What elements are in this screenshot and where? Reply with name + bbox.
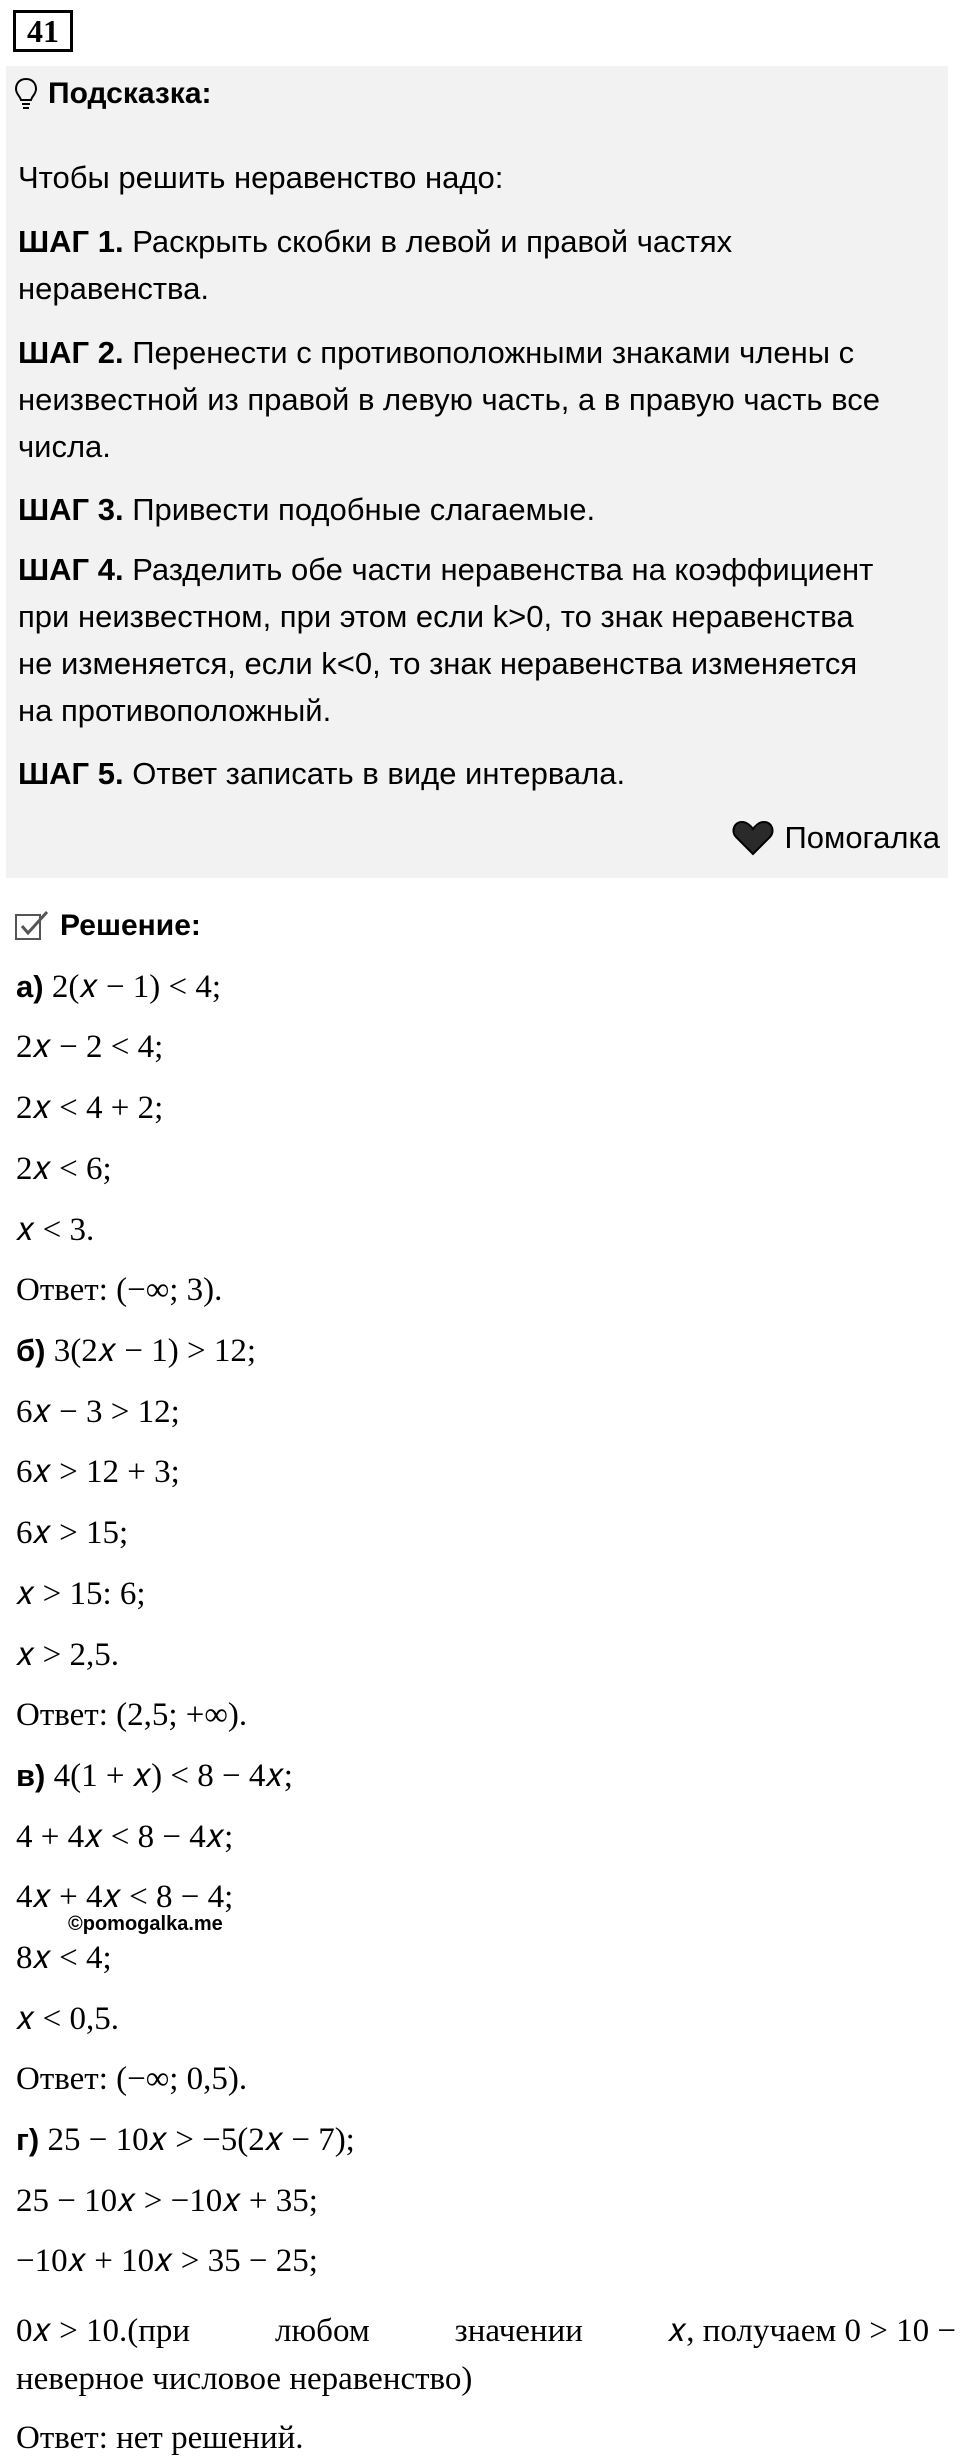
math-expression: 6𝑥 > 12 + 3; <box>16 1454 180 1490</box>
brand-name: Помогалка <box>784 820 940 855</box>
math-expression: 𝑥 > 2,5. <box>16 1637 119 1673</box>
solution-line-justified <box>16 2309 956 2353</box>
solution-line <box>16 1997 119 2041</box>
solution-line <box>16 1086 163 1130</box>
solution-line <box>16 1815 233 1859</box>
hint-step-3: ШАГ 3. Привести подобные слагаемые. <box>18 492 596 527</box>
solution-line <box>16 1268 222 1312</box>
solution-line <box>16 1450 180 1494</box>
hint-step-2: ШАГ 2. Перенести с противоположными знаками члены с <box>18 335 855 370</box>
solution-line <box>16 1936 112 1980</box>
word: 𝑥, получаем 0 > 10 − <box>667 2313 956 2349</box>
hint-title: Подсказка: <box>48 77 212 110</box>
solution-part-0 <box>16 965 221 1009</box>
math-expression: 25 − 10𝑥 > −5(2𝑥 − 7); <box>39 2122 355 2158</box>
solution-line: неверное числовое неравенство) <box>16 2361 473 2397</box>
math-expression: 4𝑥 + 4𝑥 < 8 − 4; <box>16 1879 234 1915</box>
hint-step-4: ШАГ 4. Разделить обе части неравенства на коэффициент <box>18 552 874 587</box>
math-expression: 4(1 + 𝑥) < 8 − 4𝑥; <box>45 1758 293 1794</box>
hint-step-2-cont: неизвестной из правой в левую часть, а в правую часть все <box>18 382 881 417</box>
solution-part-19 <box>16 2118 355 2162</box>
final-answer: Ответ: нет решений. <box>16 2420 304 2456</box>
math-expression: 3(2𝑥 − 1) > 12; <box>45 1333 256 1369</box>
solution-line <box>16 1025 163 1069</box>
solution-line <box>16 1572 146 1616</box>
part-label: г) <box>16 2122 40 2157</box>
brand-signature <box>732 818 940 858</box>
math-expression: 2𝑥 − 2 < 4; <box>16 1029 164 1065</box>
problem-number: 41 <box>13 10 73 52</box>
hint-step-4-cont: не изменяется, если k<0, то знак неравенства изменяется <box>18 646 858 681</box>
solution-part-13 <box>16 1754 293 1798</box>
math-expression: Ответ: (−∞; 0,5). <box>16 2061 248 2097</box>
solution-line <box>16 1633 119 1677</box>
hint-step-4-cont: при неизвестном, при этом если k>0, то знак неравенства <box>18 599 854 634</box>
solution-part-6 <box>16 1329 256 1373</box>
math-expression: 2𝑥 < 4 + 2; <box>16 1090 164 1126</box>
math-expression: Ответ: (2,5; +∞). <box>16 1697 248 1733</box>
math-expression: 8𝑥 < 4; <box>16 1940 112 1976</box>
hint-step-5: ШАГ 5. Ответ записать в виде интервала. <box>18 756 626 791</box>
solution-line <box>16 1390 180 1434</box>
part-label: а) <box>16 969 44 1004</box>
solution-line <box>16 2057 247 2101</box>
hint-intro: Чтобы решить неравенство надо: <box>18 160 504 195</box>
part-label: б) <box>16 1333 46 1368</box>
checkbox-icon <box>14 909 50 943</box>
hint-step-2-cont: числа. <box>18 429 111 464</box>
math-expression: Ответ: (−∞; 3). <box>16 1272 223 1308</box>
solution-line <box>16 1693 247 1737</box>
hint-step-4-cont: на противоположный. <box>18 693 332 728</box>
math-expression: 25 − 10𝑥 > −10𝑥 + 35; <box>16 2183 318 2219</box>
solution-line <box>16 1147 112 1191</box>
lightbulb-icon <box>14 77 38 111</box>
hint-step-1: ШАГ 1. Раскрыть скобки в левой и правой частях <box>18 224 733 259</box>
math-expression: 6𝑥 − 3 > 12; <box>16 1394 180 1430</box>
word: значении <box>454 2313 583 2349</box>
math-expression: 2(𝑥 − 1) < 4; <box>43 969 222 1005</box>
hint-step-1-cont: неравенства. <box>18 271 209 306</box>
hint-header <box>14 74 212 114</box>
solution-line <box>16 2179 318 2223</box>
solution-header <box>14 906 201 946</box>
math-expression: 𝑥 > 15: 6; <box>16 1576 146 1612</box>
solution-line <box>16 1511 128 1555</box>
word: любом <box>275 2313 370 2349</box>
solution-title: Решение: <box>60 909 201 942</box>
math-expression: 𝑥 < 0,5. <box>16 2001 119 2037</box>
watermark: ©pomogalka.me <box>68 1913 223 1935</box>
math-expression: −10𝑥 + 10𝑥 > 35 − 25; <box>16 2243 318 2279</box>
math-expression: 4 + 4𝑥 < 8 − 4𝑥; <box>16 1819 234 1855</box>
solution-line <box>16 1208 94 1252</box>
heart-icon <box>732 820 774 856</box>
math-expression: 𝑥 < 3. <box>16 1212 95 1248</box>
solution-line <box>16 2239 318 2283</box>
math-expression: 6𝑥 > 15; <box>16 1515 129 1551</box>
word: 0𝑥 > 10.(при <box>16 2313 191 2349</box>
part-label: в) <box>16 1758 46 1793</box>
math-expression: 2𝑥 < 6; <box>16 1151 112 1187</box>
